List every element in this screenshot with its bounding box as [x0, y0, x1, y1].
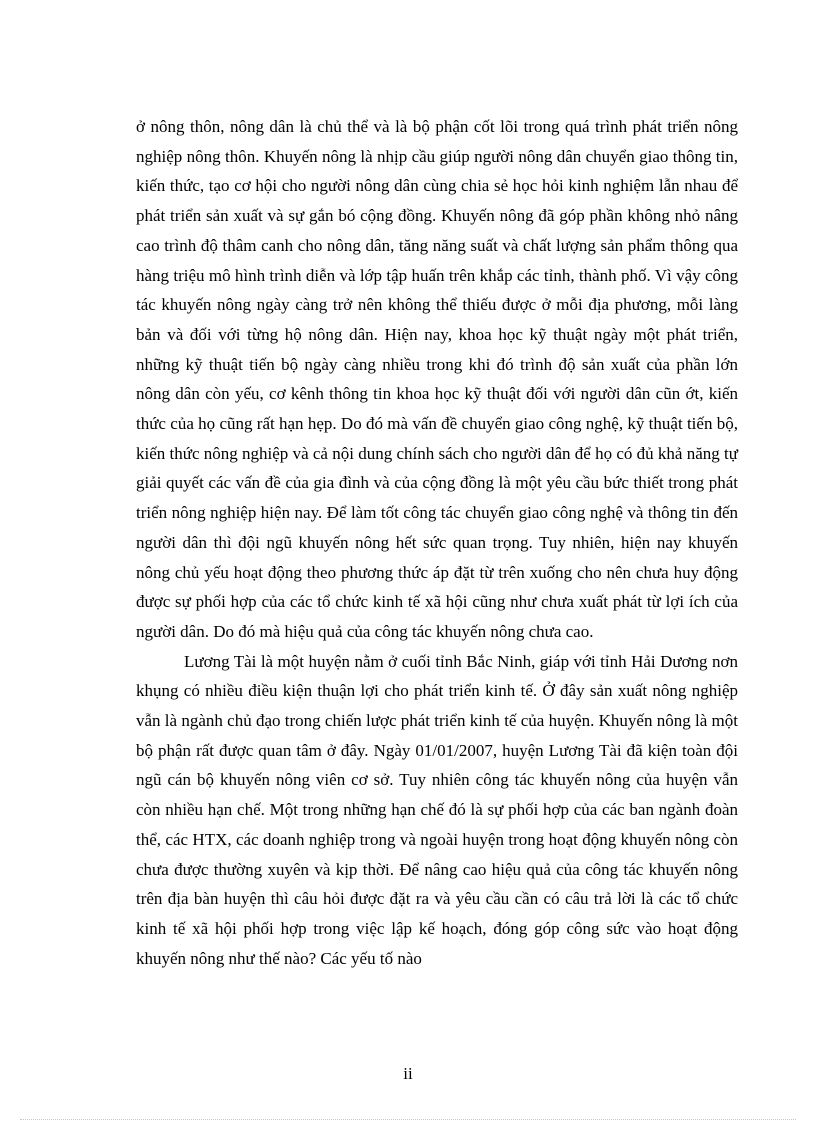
paragraph-2: Lương Tài là một huyện nằm ở cuối tỉnh Bắc Ninh, giáp với tỉnh Hải Dương nơn khụng có nhiều điều kiện thuận lợi cho phát triển kinh tế. Ở đây sản xuất nông nghiệp vẫn là ngành chủ đạo trong chiến lược phát triển kinh tế của huyện. Khuyến nông là một bộ phận rất được quan tâm ở đây. Ngày 01/01/2007, huyện Lương Tài đã kiện toàn đội ngũ cán bộ khuyến nông viên cơ sở. Tuy nhiên công tác khuyến nông của huyện vẫn còn nhiều hạn chế. Một trong những hạn chế đó là sự phối hợp của các ban ngành đoàn thể, các HTX, các doanh nghiệp trong và ngoài huyện trong hoạt động khuyến nông còn chưa được thường xuyên và kịp thời. Để nâng cao hiệu quả của công tác khuyến nông trên địa bàn huyện thì câu hỏi được đặt ra và yêu cầu cần có câu trả lời là các tổ chức kinh tế xã hội phối hợp trong việc lập kế hoạch, đóng góp công sức vào hoạt động khuyến nông như thế nào? Các yếu tố nào: [136, 651, 738, 968]
page-edge-divider: [20, 1119, 796, 1120]
body-text: [136, 112, 738, 973]
page-number: ii: [403, 1064, 413, 1083]
paragraph-1: ở nông thôn, nông dân là chủ thể và là bộ phận cốt lõi trong quá trình phát triển nông nghiệp nông thôn. Khuyến nông là nhịp cầu giúp người nông dân chuyển giao thông tin, kiến thức, tạo cơ hội cho người nông dân cùng chia sẻ học hỏi kinh nghiệm lẫn nhau để phát triển sản xuất và sự gắn bó cộng đồng. Khuyến nông đã góp phần không nhỏ nâng cao trình độ thâm canh cho nông dân, tăng năng suất và chất lượng sản phẩm thông qua hàng triệu mô hình trình diễn và lớp tập huấn trên khắp các tỉnh, thành phố. Vì vậy công tác khuyến nông ngày càng trở nên không thể thiếu được ở mỗi địa phương, mỗi làng bản và đối với từng hộ nông dân. Hiện nay, khoa học kỹ thuật ngày một phát triển, những kỹ thuật tiến bộ ngày càng nhiều trong khi đó trình độ sản xuất của phần lớn nông dân còn yếu, cơ kênh thông tin khoa học kỹ thuật đối với người dân cũn ớt, kiến thức của họ cũng rất hạn hẹp. Do đó mà vấn đề chuyển giao công nghệ, kỹ thuật tiến bộ, kiến thức nông nghiệp và cả nội dung chính sách cho người dân để họ có đủ khả năng tự giải quyết các vấn đề của gia đình và của cộng đồng là một yêu cầu bức thiết trong phát triển nông nghiệp hiện nay. Để làm tốt công tác chuyển giao công nghệ và thông tin đến người dân thì đội ngũ khuyến nông hết sức quan trọng. Tuy nhiên, hiện nay khuyến nông chủ yếu hoạt động theo phương thức áp đặt từ trên xuống cho nên chưa huy động được sự phối hợp của các tổ chức kinh tế xã hội cũng như chưa xuất phát từ lợi ích của người dân. Do đó mà hiệu quả của công tác khuyến nông chưa cao.: [136, 117, 738, 641]
